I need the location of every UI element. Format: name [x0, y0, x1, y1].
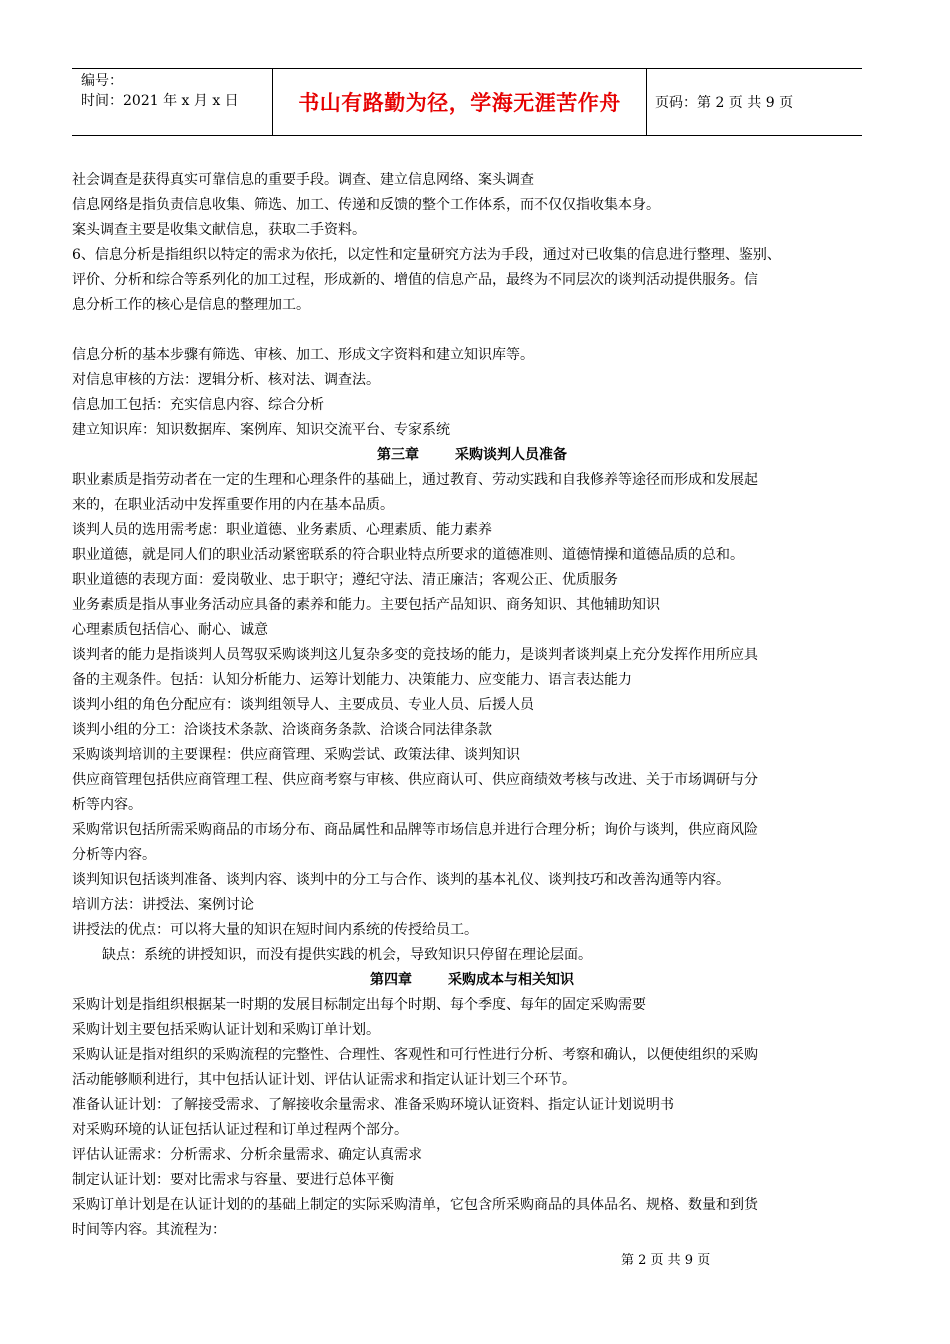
- paragraph-line: 评估认证需求：分析需求、分析余量需求、确定认真需求: [72, 1147, 422, 1163]
- paragraph-line: 析等内容。: [72, 797, 142, 813]
- paragraph-line: 对信息审核的方法：逻辑分析、核对法、调查法。: [72, 372, 380, 388]
- paragraph-line: 业务素质是指从事业务活动应具备的素养和能力。主要包括产品知识、商务知识、其他辅助知识: [72, 597, 660, 613]
- paragraph-line: 分析等内容。: [72, 847, 156, 863]
- paragraph-line: 采购常识包括所需采购商品的市场分布、商品属性和品牌等市场信息并进行合理分析；询价与谈判，供应商风险: [72, 822, 758, 838]
- paragraph-line: 采购计划是指组织根据某一时期的发展目标制定出每个时期、每个季度、每年的固定采购需要: [72, 997, 646, 1013]
- paragraph-line: 时间等内容。其流程为：: [72, 1222, 226, 1238]
- page-footer: 第 2 页 共 9 页: [621, 1253, 711, 1268]
- paragraph-line: 采购计划主要包括采购认证计划和采购订单计划。: [72, 1022, 380, 1038]
- paragraph-line: 职业素质是指劳动者在一定的生理和心理条件的基础上，通过教育、劳动实践和自我修养等途径而形成和发展起: [72, 472, 758, 488]
- paragraph-line: 谈判者的能力是指谈判人员驾驭采购谈判这儿复杂多变的竞技场的能力，是谈判者谈判桌上充分发挥作用所应具: [72, 647, 758, 663]
- paragraph-line: 案头调查主要是收集文献信息，获取二手资料。: [72, 222, 366, 238]
- chapter-number: 第三章: [377, 447, 419, 463]
- chapter-number: 第四章: [370, 972, 412, 988]
- document-body: [72, 168, 872, 1243]
- paragraph-line: 培训方法：讲授法、案例讨论: [72, 897, 254, 913]
- header-page-label: 页码：第 2 页 共 9 页: [655, 95, 794, 111]
- paragraph-line: 信息加工包括：充实信息内容、综合分析: [72, 397, 324, 413]
- paragraph-line: 采购认证是指对组织的采购流程的完整性、合理性、客观性和可行性进行分析、考察和确认，以便使组织的采购: [72, 1047, 758, 1063]
- paragraph-line: 职业道德，就是同人们的职业活动紧密联系的符合职业特点所要求的道德准则、道德情操和道德品质的总和。: [72, 547, 744, 563]
- chapter-title: 采购成本与相关知识: [448, 972, 574, 988]
- paragraph-line: 谈判人员的选用需考虑：职业道德、业务素质、心理素质、能力素养: [72, 522, 492, 538]
- paragraph-line: 制定认证计划：要对比需求与容量、要进行总体平衡: [72, 1172, 394, 1188]
- chapter-title: 采购谈判人员准备: [455, 447, 567, 463]
- paragraph-line: 信息网络是指负责信息收集、筛选、加工、传递和反馈的整个工作体系，而不仅仅指收集本身。: [72, 197, 660, 213]
- paragraph-line: 谈判知识包括谈判准备、谈判内容、谈判中的分工与合作、谈判的基本礼仪、谈判技巧和改善沟通等内容。: [72, 872, 730, 888]
- paragraph-line: 供应商管理包括供应商管理工程、供应商考察与审核、供应商认可、供应商绩效考核与改进、关于市场调研与分: [72, 772, 758, 788]
- paragraph-line: 6、信息分析是指组织以特定的需求为依托，以定性和定量研究方法为手段，通过对已收集的信息进行整理、鉴别、: [72, 247, 781, 263]
- paragraph-line: 信息分析的基本步骤有筛选、审核、加工、形成文字资料和建立知识库等。: [72, 347, 534, 363]
- paragraph-line: 心理素质包括信心、耐心、诚意: [72, 622, 268, 638]
- paragraph-line: 准备认证计划：了解接受需求、了解接收余量需求、准备采购环境认证资料、指定认证计划说明书: [72, 1097, 674, 1113]
- paragraph-line: 对采购环境的认证包括认证过程和订单过程两个部分。: [72, 1122, 408, 1138]
- paragraph-line: 缺点：系统的讲授知识，而没有提供实践的机会，导致知识只停留在理论层面。: [102, 947, 592, 963]
- document-number-label: 编号：: [81, 73, 123, 89]
- paragraph-line: 活动能够顺利进行，其中包括认证计划、评估认证需求和指定认证计划三个环节。: [72, 1072, 576, 1088]
- paragraph-line: 讲授法的优点：可以将大量的知识在短时间内系统的传授给员工。: [72, 922, 478, 938]
- paragraph-line: 谈判小组的角色分配应有：谈判组领导人、主要成员、专业人员、后援人员: [72, 697, 534, 713]
- header-motto-cell: [272, 69, 647, 135]
- paragraph-line: 建立知识库：知识数据库、案例库、知识交流平台、专家系统: [72, 422, 450, 438]
- paragraph-line: 评价、分析和综合等系列化的加工过程，形成新的、增值的信息产品，最终为不同层次的谈判活动提供服务。信: [72, 272, 758, 288]
- paragraph-line: 采购订单计划是在认证计划的的基础上制定的实际采购清单，它包含所采购商品的具体品名、规格、数量和到货: [72, 1197, 758, 1213]
- paragraph-line: 采购谈判培训的主要课程：供应商管理、采购尝试、政策法律、谈判知识: [72, 747, 520, 763]
- paragraph-line: 来的，在职业活动中发挥重要作用的内在基本品质。: [72, 497, 394, 513]
- header-meta: [72, 69, 272, 135]
- document-time-label: 时间：2021 年 x 月 x 日: [81, 93, 239, 109]
- paragraph-line: 息分析工作的核心是信息的整理加工。: [72, 297, 310, 313]
- chapter-heading: [72, 968, 872, 993]
- blank-line: [72, 318, 872, 343]
- header-page-cell: [647, 69, 862, 135]
- paragraph-line: 备的主观条件。包括：认知分析能力、运筹计划能力、决策能力、应变能力、语言表达能力: [72, 672, 632, 688]
- paragraph-line: 社会调查是获得真实可靠信息的重要手段。调查、建立信息网络、案头调查: [72, 172, 534, 188]
- chapter-heading: [72, 443, 872, 468]
- paragraph-line: 谈判小组的分工：洽谈技术条款、洽谈商务条款、洽谈合同法律条款: [72, 722, 492, 738]
- page-header: [72, 68, 862, 136]
- header-motto: 书山有路勤为径，学海无涯苦作舟: [298, 90, 621, 115]
- paragraph-line: 职业道德的表现方面：爱岗敬业、忠于职守；遵纪守法、清正廉洁；客观公正、优质服务: [72, 572, 618, 588]
